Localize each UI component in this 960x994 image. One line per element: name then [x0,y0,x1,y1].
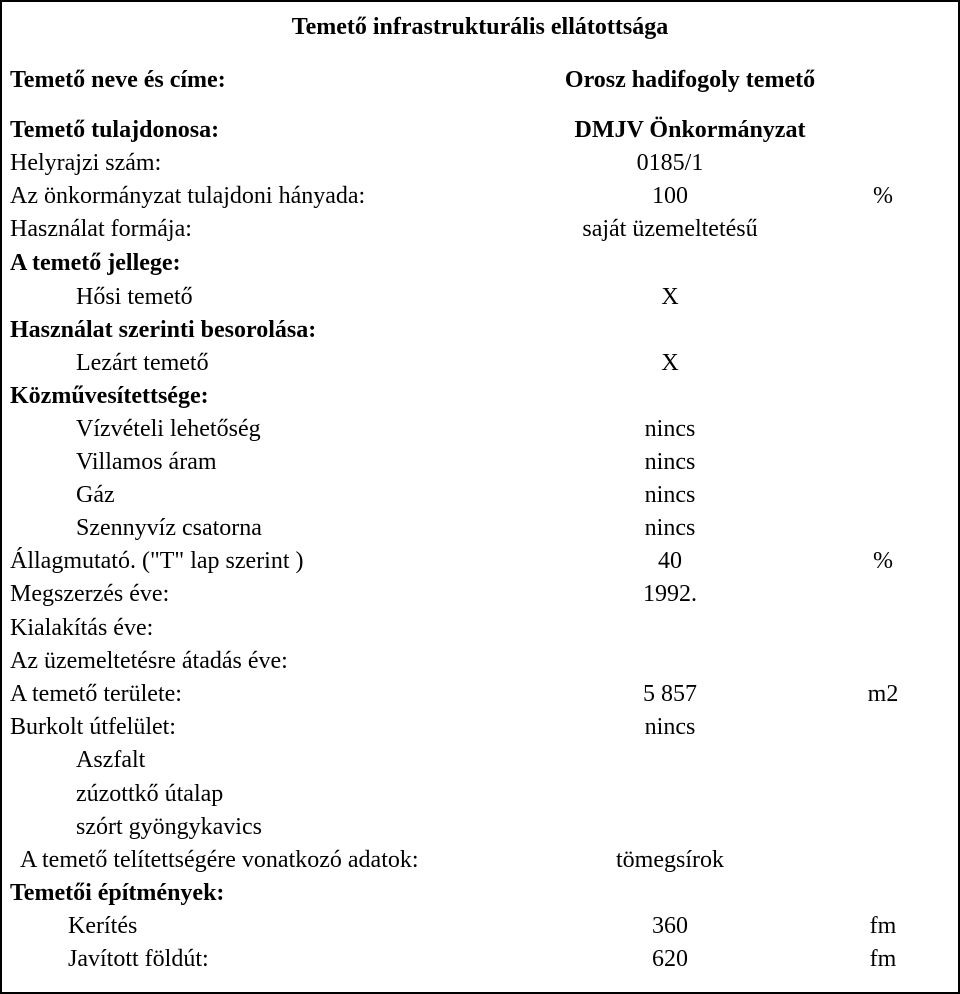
row-label: Burkolt útfelület: [10,714,176,740]
row-label: Használat szerinti besorolása: [10,317,317,343]
row-label: Használat formája: [10,216,192,242]
row-condition-index [0,545,956,578]
row-label: Vízvételi lehetőség [76,416,261,442]
row-label: Szennyvíz csatorna [76,515,262,541]
row-sewage [0,512,956,545]
row-label: Közművesítettsége: [10,383,209,409]
row-label: Helyrajzi szám: [10,150,162,176]
row-handover-year [0,645,956,678]
row-label: Hősi temető [76,284,193,310]
row-label: Temetői építmények: [10,880,225,906]
row-value: X [661,284,679,310]
row-cemetery-area [0,678,956,711]
title-row [0,11,956,44]
row-closed-cemetery [0,347,956,380]
row-label: A temető jellege: [10,250,181,276]
row-asphalt [0,744,956,777]
row-label: A temető telítettségére vonatkozó adatok: [20,847,419,873]
row-unit: m2 [867,681,899,707]
row-label: Aszfalt [76,747,146,773]
row-heroes-cemetery [0,281,956,314]
row-value: nincs [644,416,696,442]
row-value: nincs [644,482,696,508]
row-label: Kialakítás éve: [10,615,154,641]
row-unit: % [873,183,893,209]
row-electricity [0,446,956,479]
row-value: 0185/1 [636,150,704,176]
row-label: Lezárt temető [76,350,209,376]
row-value: nincs [644,714,696,740]
row-improved-dirt-road [0,943,956,976]
row-paved-road [0,711,956,744]
row-label: Gáz [76,482,115,508]
row-value: 620 [652,946,688,972]
row-usage-form [0,213,956,246]
row-value: 360 [652,913,688,939]
row-unit: % [873,548,893,574]
row-value: 40 [658,548,682,574]
row-parcel-number [0,147,956,180]
row-label: Javított földút: [68,946,209,972]
row-pea-gravel [0,811,956,844]
row-value: saját üzemeltetésű [582,216,758,242]
row-unit: fm [869,913,897,939]
row-value: 1992. [643,581,697,607]
row-structures-heading [0,877,956,910]
row-gas [0,479,956,512]
document-title: Temető infrastrukturális ellátottsága [291,14,669,40]
row-label: Állagmutató. ("T" lap szerint ) [10,548,304,574]
row-value: Orosz hadifogoly temető [564,67,816,93]
row-label: A temető területe: [10,681,182,707]
row-utilities-heading [0,380,956,413]
row-value: 5 857 [643,681,697,707]
row-label: Villamos áram [76,449,217,475]
row-value: nincs [644,515,696,541]
row-ownership-share [0,180,956,213]
row-label: szórt gyöngykavics [76,814,262,840]
row-label: zúzottkő útalap [76,781,224,807]
row-fence [0,910,956,943]
row-value: X [661,350,679,376]
row-value: tömegsírok [616,847,724,873]
row-label: Temető tulajdonosa: [10,117,220,143]
row-unit: fm [869,946,897,972]
row-water-supply [0,413,956,446]
row-label: Kerítés [68,913,138,939]
row-acquisition-year [0,578,956,611]
row-label: Temető neve és címe: [10,67,226,93]
row-value: DMJV Önkormányzat [574,117,806,143]
row-owner [0,114,956,147]
row-usage-classification-heading [0,314,956,347]
row-label: Az önkormányzat tulajdoni hányada: [10,183,366,209]
row-establishment-year [0,612,956,645]
row-label: Megszerzés éve: [10,581,170,607]
row-saturation-data [0,844,956,877]
row-value: 100 [652,183,688,209]
row-label: Az üzemeltetésre átadás éve: [10,648,288,674]
row-cemetery-type-heading [0,247,956,280]
row-value: nincs [644,449,696,475]
row-cemetery-name [0,64,956,97]
row-gravel-base [0,778,956,811]
